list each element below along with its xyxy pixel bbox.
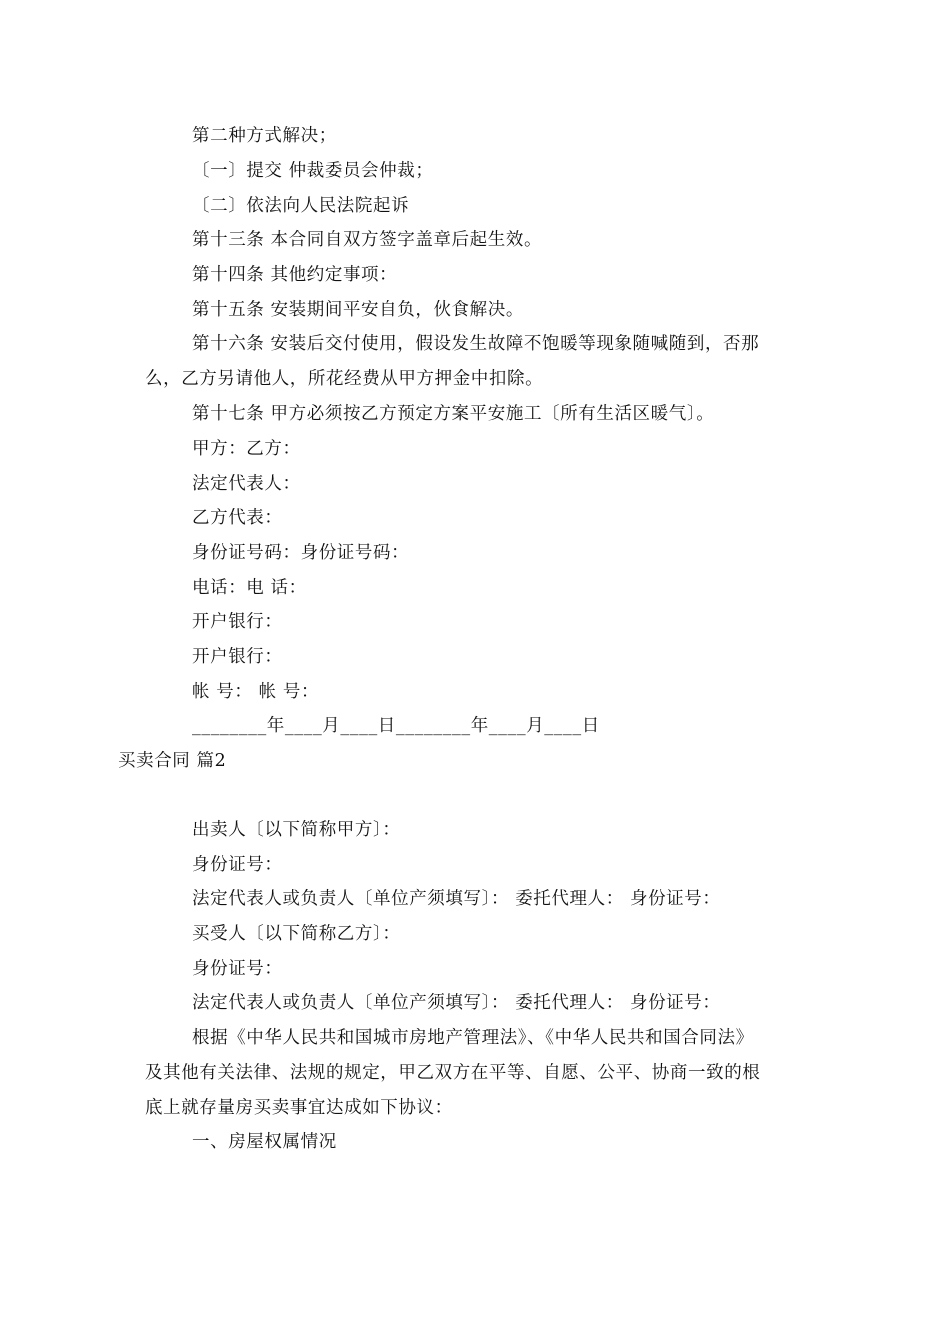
subsection-heading: 一、房屋权属情况 (192, 1132, 337, 1152)
buyer-line: 买受人〔以下简称乙方〕： (192, 924, 401, 944)
seller-line: 出卖人〔以下简称甲方〕： (192, 820, 401, 840)
party-labels: 甲方：乙方： (192, 439, 301, 459)
article-17: 第十七条 甲方必须按乙方预定方案平安施工〔所有生活区暖气〕。 (192, 404, 715, 424)
id-number-fields: 身份证号码：身份证号码： (192, 543, 410, 563)
bank-field: 开户银行： (192, 647, 283, 667)
seller-representative: 法定代表人或负责人〔单位产须填写〕： 委托代理人： 身份证号： (192, 889, 721, 909)
phone-fields: 电话：电 话： (192, 578, 307, 598)
buyer-representative: 法定代表人或负责人〔单位产须填写〕： 委托代理人： 身份证号： (192, 993, 721, 1013)
date-fields: ________年____月____日________年____月____日 (192, 716, 600, 736)
paragraph-line: 根据《中华人民共和国城市房地产管理法》、《中华人民共和国合同法》 (192, 1028, 754, 1048)
article-15: 第十五条 安装期间平安自负，伙食解决。 (192, 300, 524, 320)
text-line: 〔二〕依法向人民法院起诉 (192, 196, 410, 216)
article-14: 第十四条 其他约定事项： (192, 265, 398, 285)
text-line: 第二种方式解决； (192, 126, 337, 146)
section-heading: 买卖合同 篇2 (118, 751, 227, 771)
buyer-id: 身份证号： (192, 959, 283, 979)
paragraph-line: 底上就存量房买卖事宜达成如下协议： (145, 1098, 453, 1118)
paragraph-line: 及其他有关法律、法规的规定，甲乙双方在平等、自愿、公平、协商一致的根 (145, 1063, 761, 1083)
article-16: 第十六条 安装后交付使用，假设发生故障不饱暖等现象随喊随到，否那 (192, 334, 760, 354)
text-line: 〔一〕提交 仲裁委员会仲裁； (192, 161, 434, 181)
article-16-continued: 么，乙方另请他人，所花经费从甲方押金中扣除。 (145, 369, 544, 389)
party-b-representative: 乙方代表： (192, 508, 283, 528)
legal-representative: 法定代表人： (192, 474, 301, 494)
bank-field: 开户银行： (192, 612, 283, 632)
seller-id: 身份证号： (192, 855, 283, 875)
article-13: 第十三条 本合同自双方签字盖章后起生效。 (192, 230, 543, 250)
account-fields: 帐 号： 帐 号： (192, 682, 320, 702)
